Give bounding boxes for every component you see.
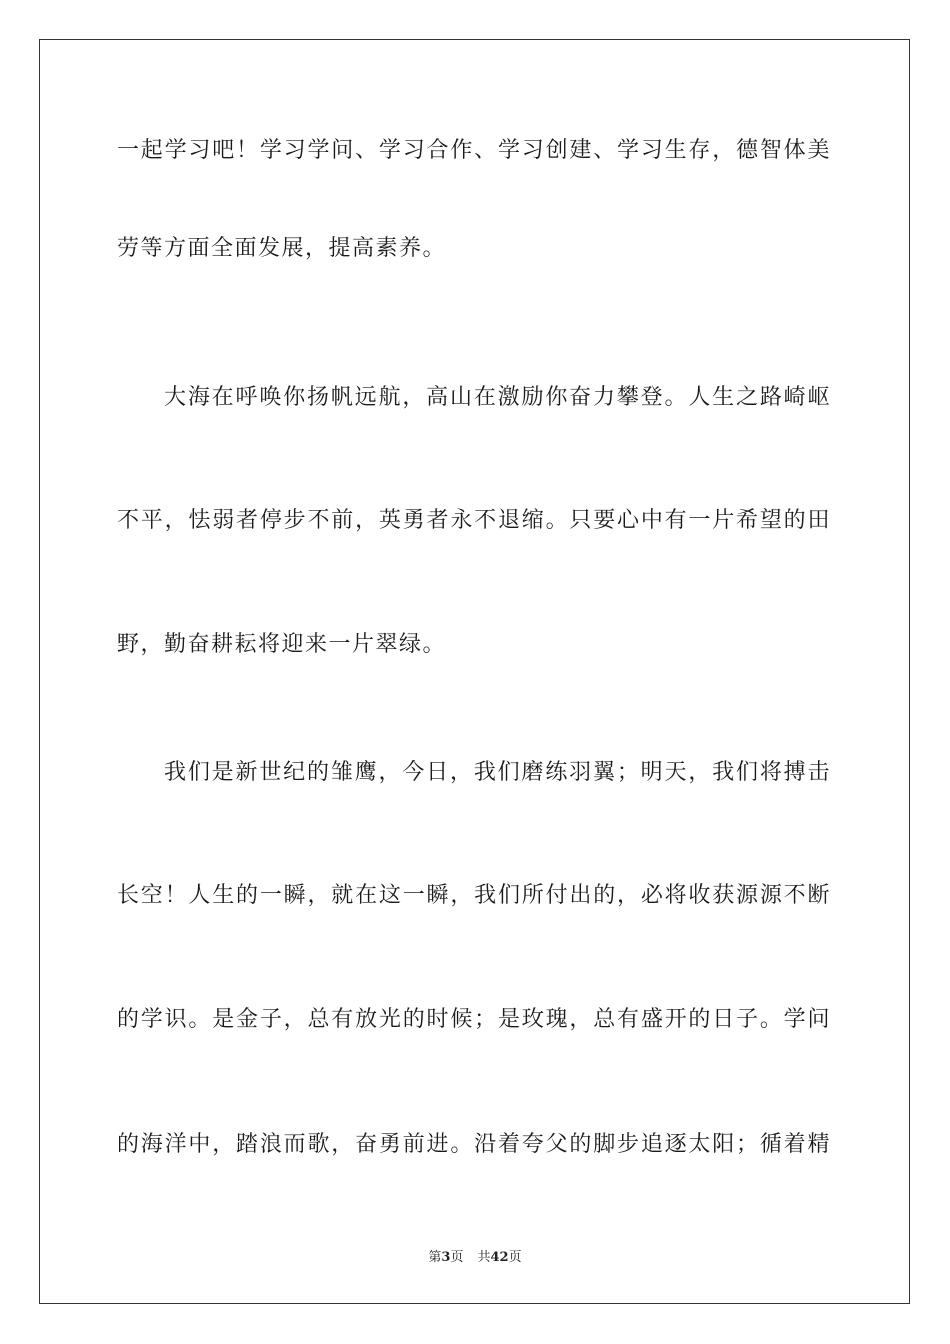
- total-pages: 42: [490, 1250, 509, 1265]
- page-prefix: 第: [428, 1250, 442, 1265]
- body-text-line: 野，勤奋耕耘将迎来一片翠绿。: [117, 632, 447, 657]
- body-text-line: 的海洋中，踏浪而歌，奋勇前进。沿着夸父的脚步追逐太阳；循着精: [117, 1132, 831, 1157]
- body-text-line: 的学识。是金子，总有放光的时候；是玫瑰，总有盛开的日子。学问: [117, 1007, 831, 1032]
- body-text-line: 长空！人生的一瞬，就在这一瞬，我们所付出的，必将收获源源不断: [117, 883, 831, 908]
- page-number: 3: [441, 1250, 451, 1265]
- page-border: [39, 39, 910, 1304]
- body-text-line: 不平，怯弱者停步不前，英勇者永不退缩。只要心中有一片希望的田: [117, 508, 831, 533]
- paragraph-start-line: 大海在呼唤你扬帆远航，高山在激励你奋力攀登。人生之路崎岖: [164, 385, 831, 410]
- page-suffix: 页: [450, 1250, 464, 1265]
- page-footer: [0, 1246, 950, 1265]
- body-text-line: 一起学习吧！学习学问、学习合作、学习创建、学习生存，德智体美: [117, 138, 831, 163]
- total-prefix: 共: [477, 1250, 491, 1265]
- total-suffix: 页: [508, 1250, 522, 1265]
- paragraph-start-line: 我们是新世纪的雏鹰，今日，我们磨练羽翼；明天，我们将搏击: [164, 760, 831, 785]
- body-text-line: 劳等方面全面发展，提高素养。: [117, 236, 447, 261]
